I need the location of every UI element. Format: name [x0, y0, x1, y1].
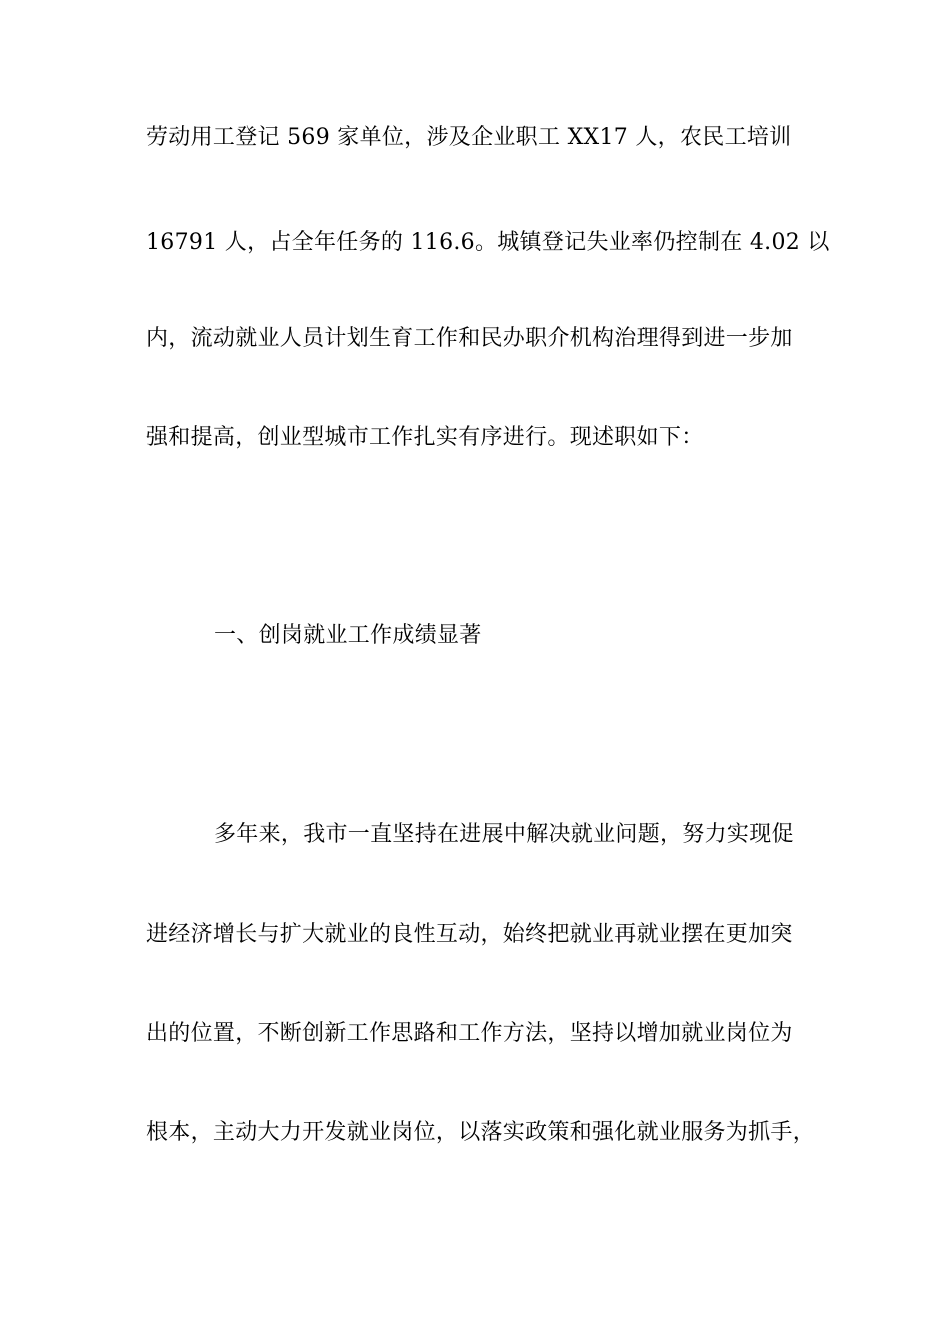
paragraph2-line-4: 根本，主动大力开发就业岗位，以落实政策和强化就业服务为抓手，	[146, 1120, 816, 1145]
paragraph1-line-1: 劳动用工登记 569 家单位，涉及企业职工 XX17 人，农民工培训	[146, 125, 792, 150]
section-heading: 一、创岗就业工作成绩显著	[214, 623, 482, 648]
paragraph1-line-2: 16791 人，占全年任务的 116.6。城镇登记失业率仍控制在 4.02 以	[146, 230, 830, 255]
paragraph1-line-3: 内，流动就业人员计划生育工作和民办职介机构治理得到进一步加	[146, 326, 793, 351]
paragraph2-line-2: 进经济增长与扩大就业的良性互动，始终把就业再就业摆在更加突	[146, 922, 793, 947]
paragraph1-line-4: 强和提高，创业型城市工作扎实有序进行。现述职如下：	[146, 425, 704, 450]
paragraph2-line-3: 出的位置，不断创新工作思路和工作方法，坚持以增加就业岗位为	[146, 1021, 793, 1046]
paragraph2-line-1: 多年来，我市一直坚持在进展中解决就业问题，努力实现促	[214, 822, 794, 847]
